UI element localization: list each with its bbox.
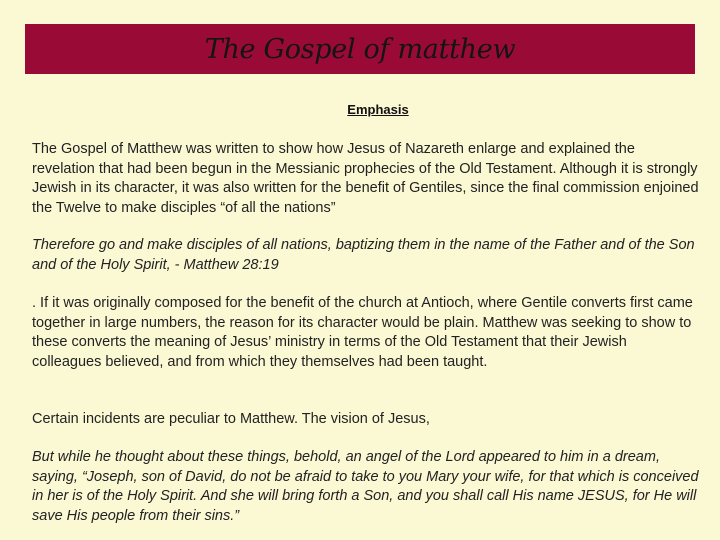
title-banner [25, 24, 695, 74]
paragraph-intro: The Gospel of Matthew was written to show how Jesus of Nazareth enlarge and explained the revelation that had been begun in the Messianic prophecies of the Old Testament. Although it is strongly Jewish in its character, it was also written for the benefit of Gentiles, since the final commission enjoined the Twelve to make disciples “of all the nations” [32, 141, 699, 216]
section-heading: Emphasis [347, 102, 409, 117]
paragraph-antioch: . If it was originally composed for the benefit of the church at Antioch, where Gentile converts first came together in large numbers, the reason for its character would be plain. Matthew was seeking to show to these converts the meaning of Jesus’ ministry in terms of the Old Testament that their Jewish colleagues believed, and from which they themselves had been taught. [32, 295, 693, 370]
scripture-quote-angel: But while he thought about these things, behold, an angel of the Lord appeared to him in a dream, saying, “Joseph, son of David, do not be afraid to take to you Mary your wife, for that which is conceived in her is of the Holy Spirit. And she will bring forth a Son, and you shall call His name JESUS, for He will save His people from their sins.” [32, 449, 699, 524]
scripture-quote-matthew: Therefore go and make disciples of all nations, baptizing them in the name of the Father and of the Son and of the Holy Spirit, - Matthew 28:19 [32, 237, 695, 273]
paragraph-incidents: Certain incidents are peculiar to Matthew. The vision of Jesus, [32, 411, 430, 427]
slide-title: The Gospel of matthew [204, 33, 516, 65]
